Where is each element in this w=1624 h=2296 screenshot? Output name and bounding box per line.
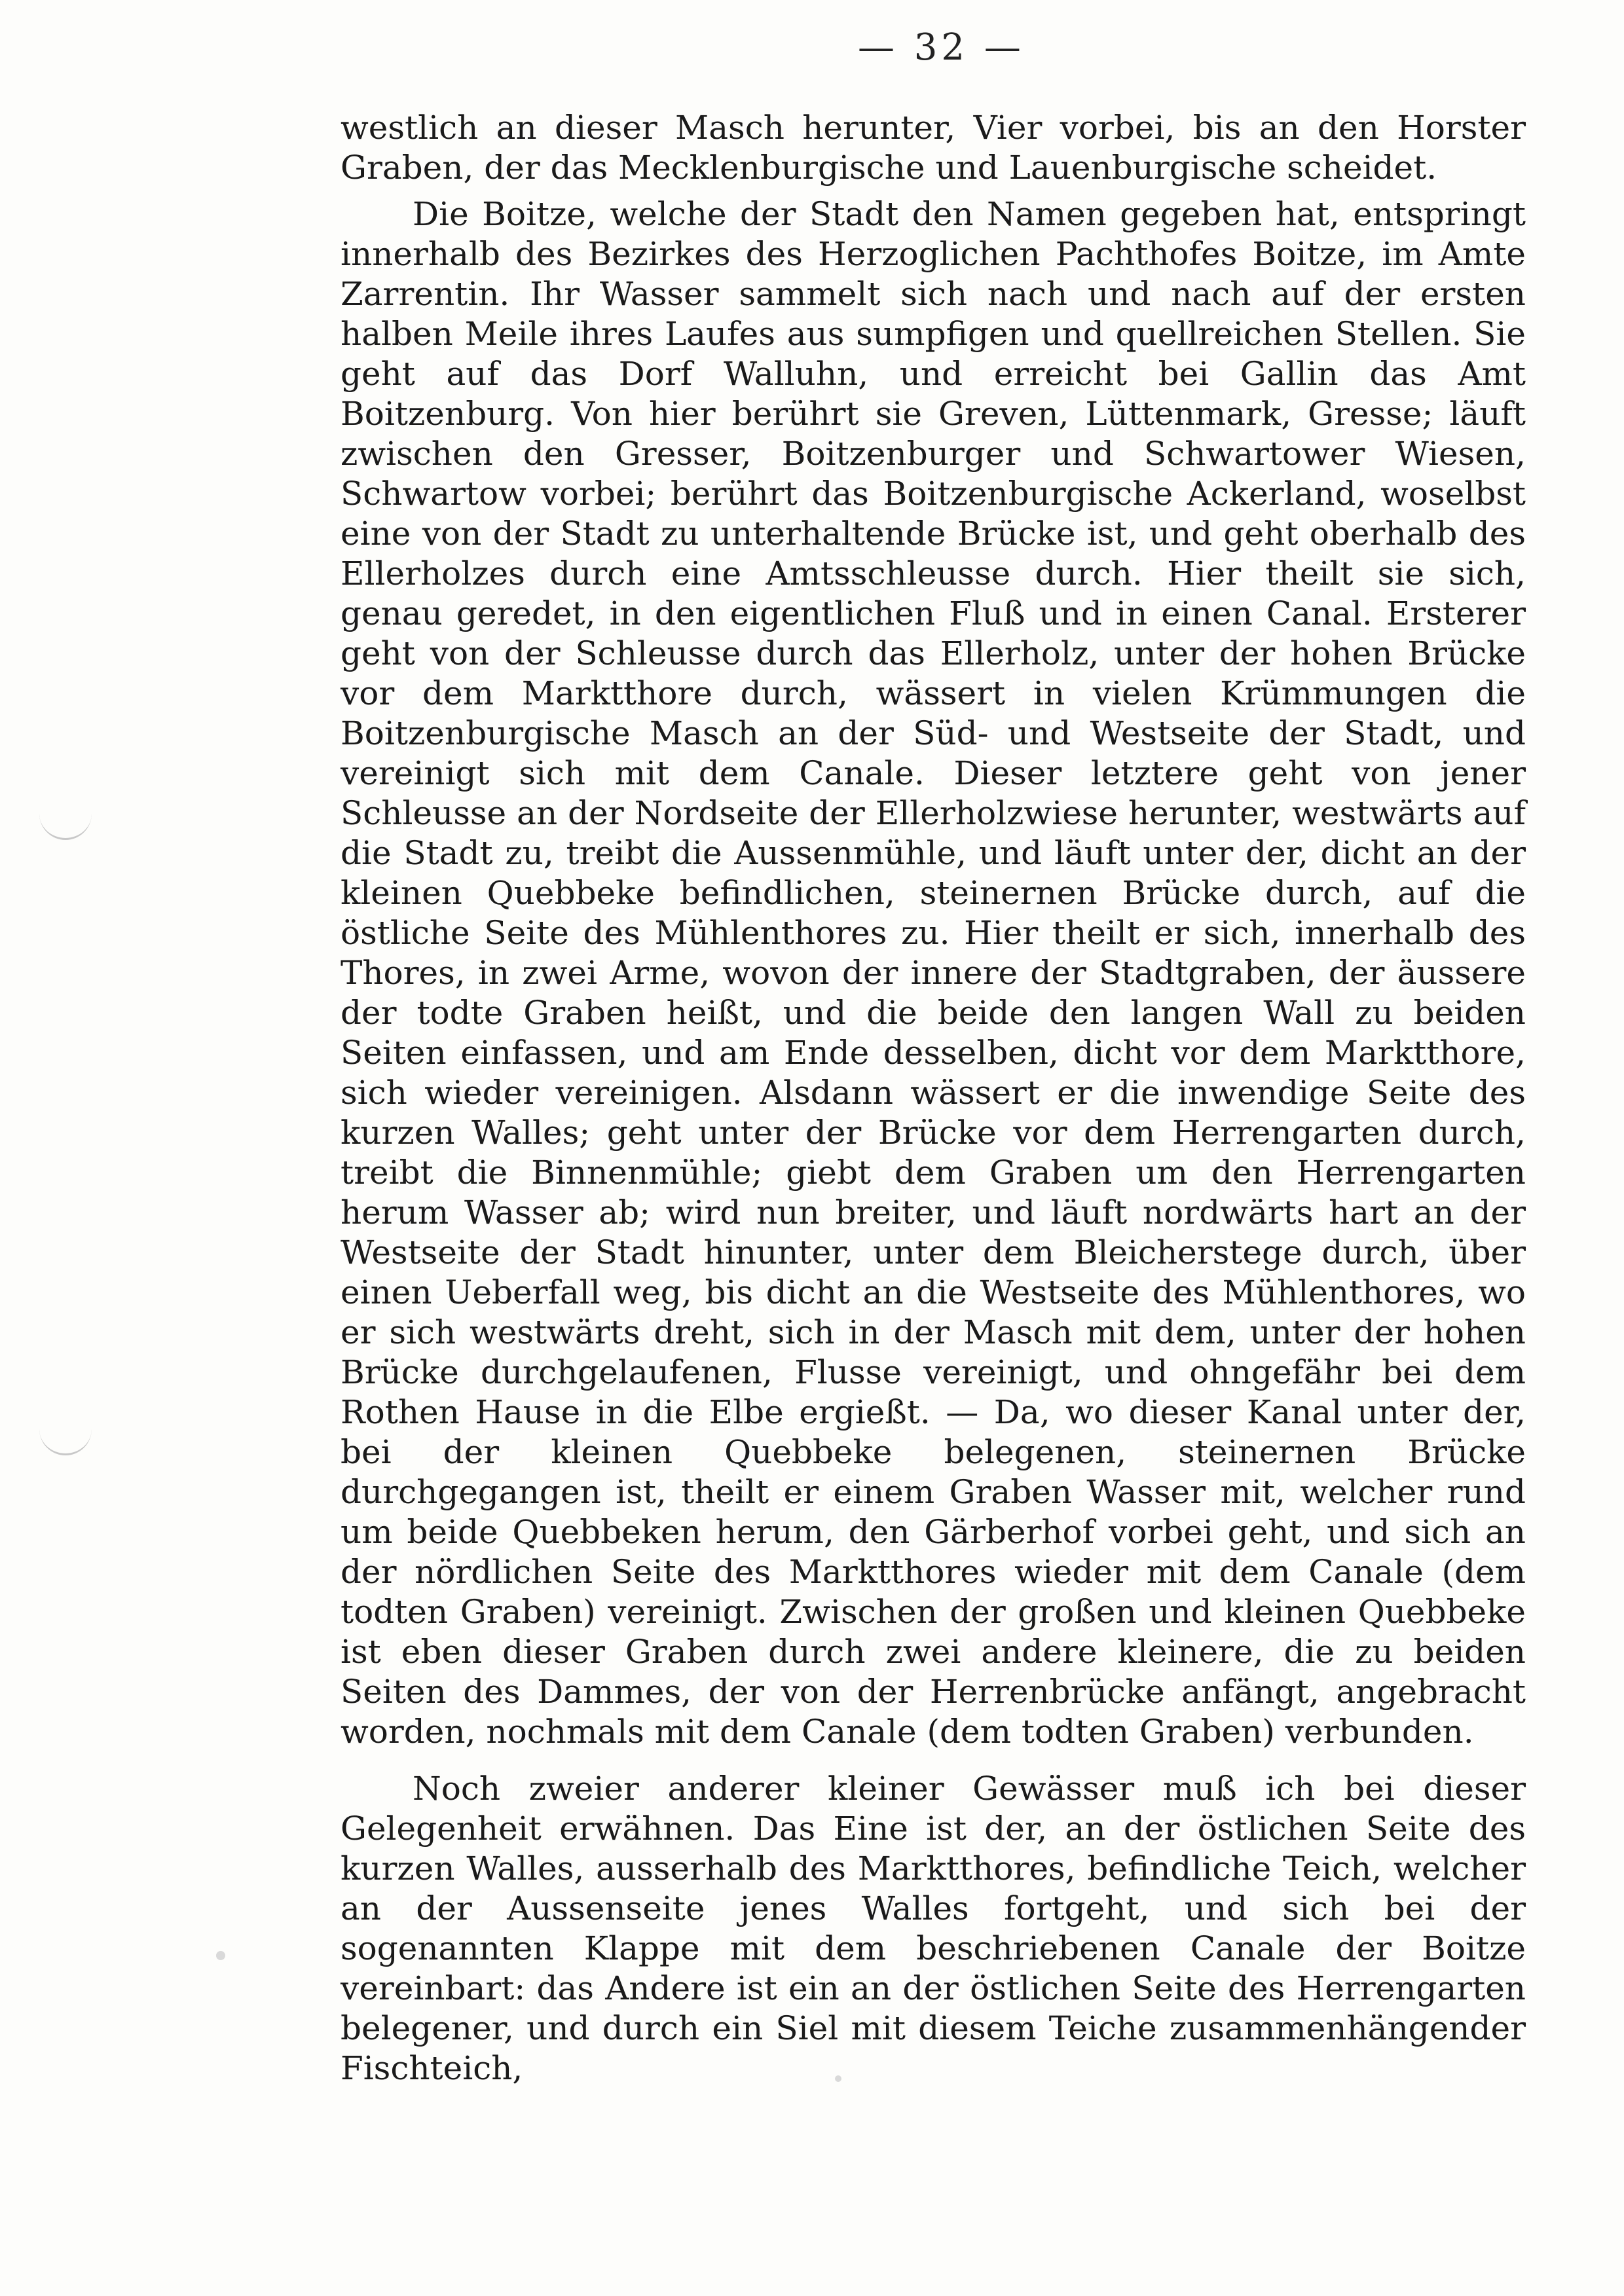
paragraph-continuation: westlich an dieser Masch herunter, Vier vorbei, bis an den Horster Graben, der das Mecklenburgische und Lauenburgische scheidet. [341,109,1526,187]
body-text [341,108,1526,2095]
paragraph-boitze-course: Die Boitze, welche der Stadt den Namen gegeben hat, entspringt innerhalb des Bezirkes des Herzoglichen Pachthofes Boitze, im Amte Zarrentin. Ihr Wasser sammelt sich nach und nach auf der ersten halben Meile ihres Laufes aus sumpfigen und quellreichen Stellen. Sie geht auf das Dorf Walluhn, und erreicht bei Gallin das Amt Boitzenburg. Von hier berührt sie Greven, Lüttenmark, Gresse; läuft zwischen den Gresser, Boitzenburger und Schwartower Wiesen, Schwartow vorbei; berührt das Boitzenburgische Ackerland, woselbst eine von der Stadt zu unterhaltende Brücke ist, und geht oberhalb des Ellerholzes durch eine Amtsschleusse durch. Hier theilt sie sich, genau geredet, in den eigentlichen Fluß und in einen Canal. Ersterer geht von der Schleusse durch das Ellerholz, unter der hohen Brücke vor dem Marktthore durch, wässert in vielen Krümmungen die Boitzenburgische Masch an der Süd- und Westseite der Stadt, und vereinigt sich mit dem Canale. Dieser letztere geht von jener Schleusse an der Nordseite der Ellerholzwiese herunter, westwärts auf die Stadt zu, treibt die Aussenmühle, und läuft unter der, dicht an der kleinen Quebbeke befindlichen, steinernen Brücke durch, auf die östliche Seite des Mühlenthores zu. Hier theilt er sich, innerhalb des Thores, in zwei Arme, wovon der innere der Stadtgraben, der äussere der todte Graben heißt, und die beide den langen Wall zu beiden Seiten einfassen, und am Ende desselben, dicht vor dem Marktthore, sich wieder vereinigen. Alsdann wässert er die inwendige Seite des kurzen Walles; geht unter der Brücke vor dem Herrengarten durch, treibt die Binnenmühle; giebt dem Graben um den Herrengarten herum Wasser ab; wird nun breiter, und läuft nordwärts hart an der Westseite der Stadt hinunter, unter dem Bleicherstege durch, über einen Ueberfall weg, bis dicht an die Westseite des Mühlenthores, wo er sich westwärts dreht, sich in der Masch mit dem, unter der hohen Brücke durchgelaufenen, Flusse vereinigt, und ohngefähr bei dem Rothen Hause in die Elbe ergießt. — Da, wo dieser Kanal unter der, bei der kleinen Quebbeke belegenen, steinernen Brücke durchgegangen ist, theilt er einem Graben Wasser mit, welcher rund um beide Quebbeken herum, den Gärberhof vorbei geht, und sich an der nördlichen Seite des Marktthores wieder mit dem Canale (dem todten Graben) vereinigt. Zwischen der großen und kleinen Quebbeke ist eben dieser Graben durch zwei andere kleinere, die zu beiden Seiten des Dammes, der von der Herrenbrücke anfängt, angebracht worden, nochmals mit dem Canale (dem todten Graben) verbunden. [341,195,1526,1751]
scan-artifact [216,1951,225,1960]
paragraph-other-waters: Noch zweier anderer kleiner Gewässer muß ich bei dieser Gelegenheit erwähnen. Das Eine ist der, an der östlichen Seite des kurzen Walles, ausserhalb des Marktthores, befindliche Teich, welcher an der Aussenseite jenes Walles fortgeht, und sich bei der sogenannten Klappe mit dem beschriebenen Canale der Boitze vereinbart: das Andere ist ein an der östlichen Seite des Herrengarten belegener, und durch ein Siel mit diesem Teiche zusammenhängender Fischteich, [341,1770,1526,2087]
scan-artifact [39,812,92,840]
scan-artifact [39,1427,92,1455]
scan-artifact [835,2075,841,2082]
page-number: — 32 — [858,26,1025,69]
